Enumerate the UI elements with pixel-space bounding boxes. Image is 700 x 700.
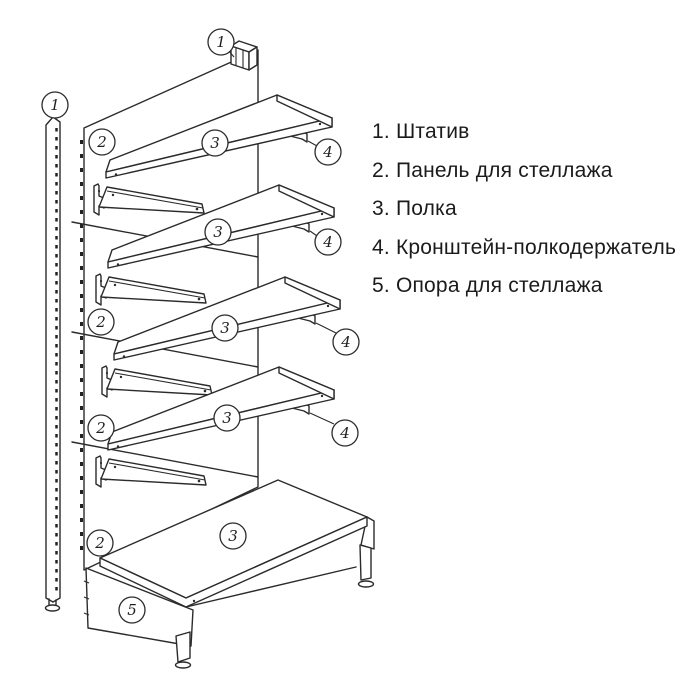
svg-text:4: 4 <box>340 424 350 442</box>
bracket-rivet <box>204 390 207 393</box>
shelf-rivet <box>321 395 323 397</box>
bracket-rivet <box>100 280 102 282</box>
leader-bracket-4a <box>308 141 317 146</box>
svg-text:4: 4 <box>341 333 351 351</box>
svg-text:3: 3 <box>210 134 220 152</box>
callout-bracket-4d <box>332 420 358 446</box>
svg-text:3: 3 <box>220 319 230 337</box>
leg-foot <box>359 581 374 587</box>
svg-text:4: 4 <box>323 233 333 251</box>
callout-shelf-3a <box>202 130 228 156</box>
leg-foot <box>176 662 191 668</box>
bracket-rivet <box>120 376 122 378</box>
svg-text:1: 1 <box>50 96 60 114</box>
svg-text:2: 2 <box>96 419 106 437</box>
top-post-side-face <box>249 47 257 70</box>
callout-shelf-3b <box>205 219 231 245</box>
callout-panel-2a <box>89 129 115 155</box>
bracket-rivet <box>198 298 201 301</box>
callout-bracket-4c <box>333 329 359 355</box>
rail-body <box>46 117 60 602</box>
leg-body <box>176 632 190 662</box>
shelf-rivet <box>117 445 119 447</box>
callout-support-5 <box>119 597 145 623</box>
svg-text:1: 1 <box>216 33 226 51</box>
base-front-leg <box>176 632 191 668</box>
bracket-rivet <box>100 462 102 464</box>
bracket-rivet <box>114 466 116 468</box>
svg-text:2: 2 <box>97 133 107 151</box>
legend-item-5: 5. Опора для стеллажа <box>372 274 603 297</box>
svg-text:2: 2 <box>96 313 106 331</box>
callout-shelf-3e <box>220 523 246 549</box>
svg-text:3: 3 <box>222 409 232 427</box>
legend-item-4: 4. Кронштейн-полкодержатель <box>372 235 677 259</box>
bracket-rivet <box>114 284 116 286</box>
rail-foot <box>46 605 60 611</box>
callout-shelf-3c <box>212 315 238 341</box>
upright-rail <box>46 117 61 611</box>
legend-item-2: 2. Панель для стеллажа <box>372 158 613 182</box>
shelf-rivet <box>321 213 323 215</box>
legend-item-3: 3. Полка <box>372 197 457 220</box>
shelf-rivet <box>117 263 119 265</box>
top-post <box>231 41 257 70</box>
bracket-rivet <box>106 372 108 374</box>
callout-post-1 <box>208 29 234 55</box>
callout-panel-2d <box>87 530 113 556</box>
base-rivet <box>193 600 195 602</box>
bracket-rivet <box>112 194 114 196</box>
leader-bracket-4d <box>310 413 334 424</box>
bracket-rivet <box>196 208 199 211</box>
svg-text:5: 5 <box>127 601 137 619</box>
leg-body <box>360 545 371 580</box>
bracket-rivet <box>98 190 100 192</box>
callout-bracket-4a <box>315 139 341 165</box>
leader-bracket-4b <box>310 231 317 236</box>
bracket-rivet <box>198 480 201 483</box>
svg-text:2: 2 <box>95 534 105 552</box>
callout-shelf-3d <box>214 405 240 431</box>
svg-text:3: 3 <box>228 527 238 545</box>
shelf-rivet <box>327 305 329 307</box>
leader-bracket-4c <box>316 323 336 333</box>
legend-item-1: 1. Штатив <box>372 120 470 143</box>
callout-bracket-4b <box>315 229 341 255</box>
shelf-rivet <box>115 173 117 175</box>
svg-text:3: 3 <box>213 223 223 241</box>
legend <box>372 113 676 306</box>
callout-panel-2c <box>88 415 114 441</box>
svg-text:4: 4 <box>323 143 333 161</box>
callout-rail-1 <box>42 92 68 118</box>
shelf-rivet <box>123 355 125 357</box>
shelf-rivet <box>319 123 321 125</box>
callout-panel-2b <box>88 309 114 335</box>
